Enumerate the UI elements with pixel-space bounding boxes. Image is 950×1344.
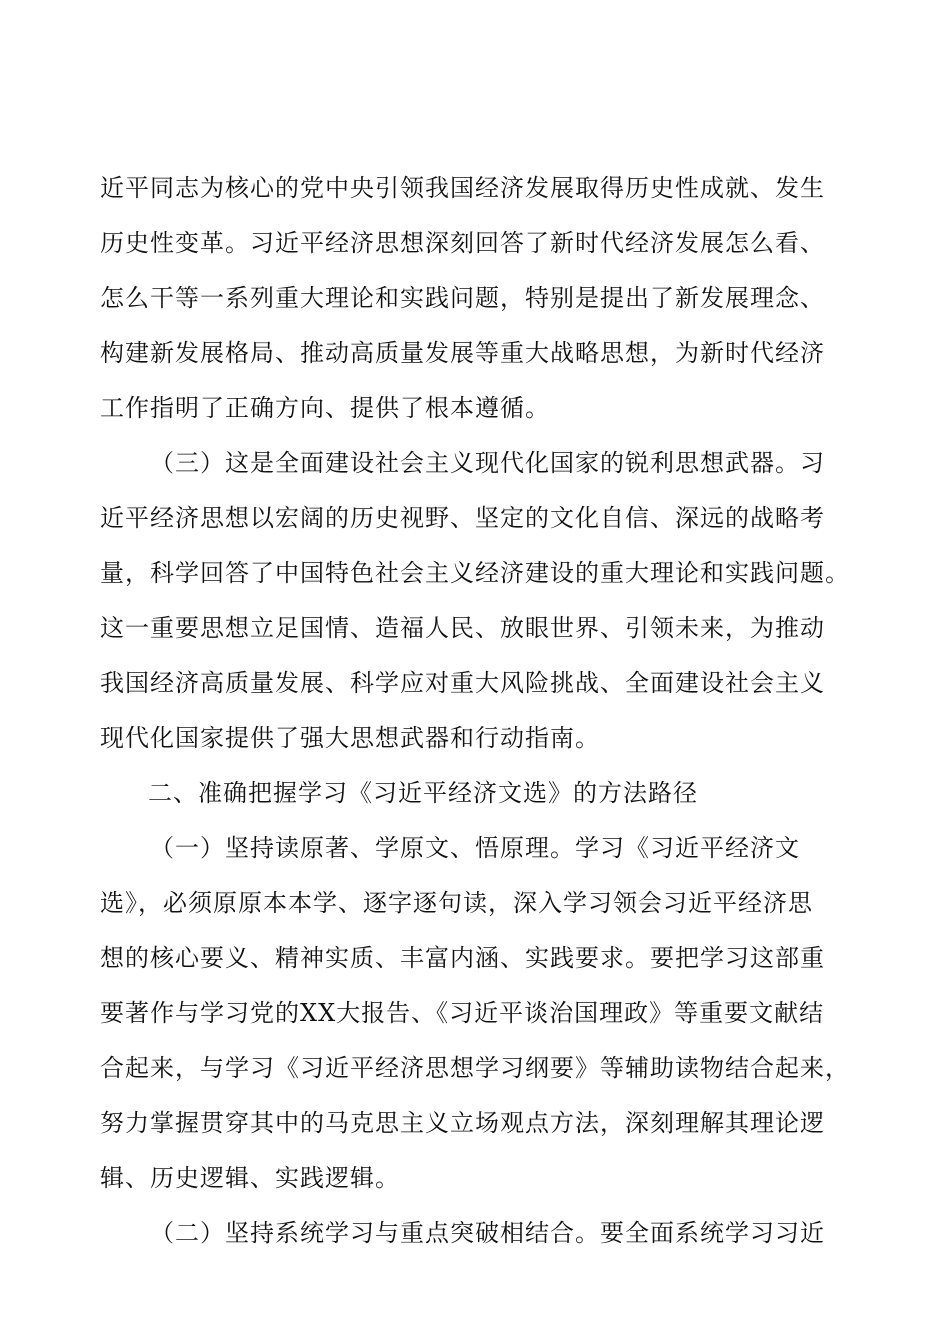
subsection-2-heading-line: （二）坚持系统学习与重点突破相结合。要全面系统学习习近 [150, 1219, 825, 1247]
section-2-heading: 二、准确把握学习《习近平经济文选》的方法路径 [148, 779, 698, 807]
text-line: 努力掌握贯穿其中的马克思主义立场观点方法，深刻理解其理论逻 [100, 1109, 825, 1137]
text-line: 怎么干等一系列重大理论和实践问题，特别是提出了新发展理念、 [100, 284, 825, 312]
text-line: 历史性变革。习近平经济思想深刻回答了新时代经济发展怎么看、 [100, 229, 825, 257]
text-line: 工作指明了正确方向、提供了根本遵循。 [100, 394, 550, 422]
text-line: 现代化国家提供了强大思想武器和行动指南。 [100, 724, 600, 752]
text-line: 构建新发展格局、推动高质量发展等重大战略思想，为新时代经济 [100, 339, 825, 367]
text-line: 这一重要思想立足国情、造福人民、放眼世界、引领未来，为推动 [100, 614, 825, 642]
text-line: 选》，必须原原本本学、逐字逐句读，深入学习领会习近平经济思 [100, 889, 813, 917]
text-line: 近平同志为核心的党中央引领我国经济发展取得历史性成就、发生 [100, 174, 825, 202]
text-line: 我国经济高质量发展、科学应对重大风险挑战、全面建设社会主义 [100, 669, 825, 697]
text-line: 要著作与学习党的XX大报告、《习近平谈治国理政》等重要文献结 [100, 999, 825, 1027]
text-line: 近平经济思想以宏阔的历史视野、坚定的文化自信、深远的战略考 [100, 504, 825, 532]
text-line: 辑、历史逻辑、实践逻辑。 [100, 1164, 400, 1192]
text-line: 量，科学回答了中国特色社会主义经济建设的重大理论和实践问题。 [100, 559, 850, 587]
section-3-heading-line: （三）这是全面建设社会主义现代化国家的锐利思想武器。习 [150, 449, 825, 477]
subsection-1-heading-line: （一）坚持读原著、学原文、悟原理。学习《习近平经济文 [150, 834, 800, 862]
text-line: 合起来，与学习《习近平经济思想学习纲要》等辅助读物结合起来， [100, 1054, 850, 1082]
text-line: 想的核心要义、精神实质、丰富内涵、实践要求。要把学习这部重 [100, 944, 825, 972]
